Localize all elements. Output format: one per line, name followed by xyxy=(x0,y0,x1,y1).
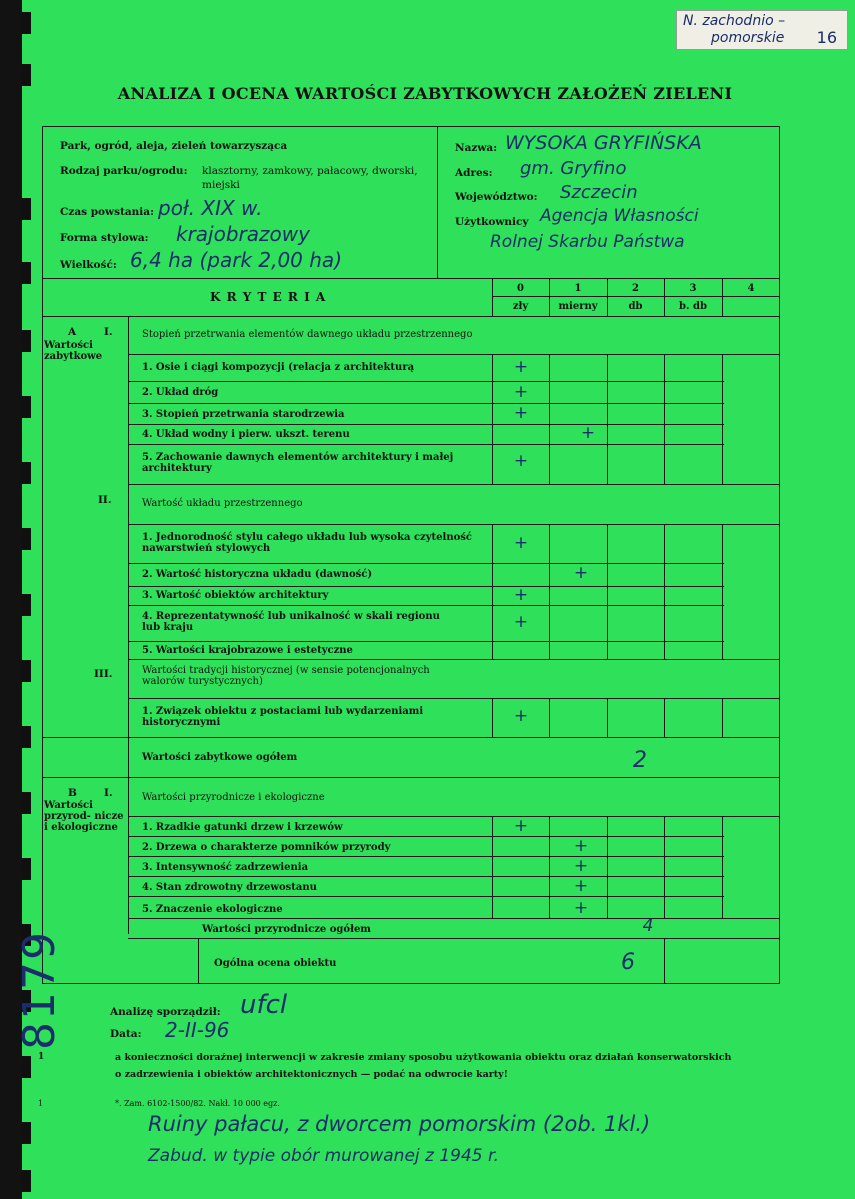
address-label: Adres: xyxy=(455,167,493,179)
binder-hole xyxy=(22,262,31,284)
row-line xyxy=(42,737,780,738)
inventory-stamp: 8179 xyxy=(14,930,65,1050)
binder-hole xyxy=(22,594,31,616)
section-a-name: Wartości zabytkowe xyxy=(44,340,103,362)
header-divider xyxy=(437,126,438,278)
binder-hole xyxy=(22,64,31,86)
mark-b-4: + xyxy=(573,876,589,896)
header-bottom-line xyxy=(42,278,780,279)
mark-2-2: + xyxy=(573,563,589,583)
row-line xyxy=(128,354,780,355)
row-line xyxy=(128,484,780,485)
mark-b-5: + xyxy=(573,898,589,918)
mark-b-3: + xyxy=(573,856,589,876)
total-nature-value: 4 xyxy=(642,916,654,936)
row-line xyxy=(128,605,724,606)
grid-line xyxy=(549,816,550,918)
binder-hole xyxy=(22,330,31,352)
mark-1-3: + xyxy=(513,403,529,423)
handwritten-note-1: Ruiny pałacu, z dworcem pomorskim (2ob. 1kl.) xyxy=(148,1112,651,1136)
row-line xyxy=(128,563,724,564)
mark-3-1: + xyxy=(513,706,529,726)
park-kind-label: Rodzaj parku/ogrodu: xyxy=(60,165,188,177)
binder-hole xyxy=(22,396,31,418)
archive-tag xyxy=(676,10,848,50)
criterion-1-2: 2. Układ dróg xyxy=(142,387,219,398)
tag-number: 16 xyxy=(816,28,837,47)
row-line xyxy=(128,918,780,919)
mark-1-2: + xyxy=(513,382,529,402)
criterion-b-4: 4. Stan zdrowotny drzewostanu xyxy=(142,882,317,893)
criterion-2-2: 2. Wartość historyczna układu (dawność) xyxy=(142,569,373,580)
analysis-author-label: Analizę sporządził: xyxy=(110,1006,221,1018)
criterion-b-2: 2. Drzewa o charakterze pomników przyrody xyxy=(142,842,391,853)
grid-line xyxy=(549,354,550,484)
park-kind-value: klasztorny, zamkowy, pałacowy, dworski, xyxy=(202,165,418,177)
date-value: 2-II-96 xyxy=(165,1018,230,1042)
binder-hole xyxy=(22,660,31,682)
binder-hole xyxy=(22,1056,31,1078)
tag-line-1: N. zachodnio – xyxy=(683,13,786,29)
criterion-2-1: 1. Jednorodność stylu całego układu lub wysoka czytelność nawarstwień stylowych xyxy=(142,532,472,554)
grid-line xyxy=(607,524,608,659)
section-ii-roman: II. xyxy=(98,494,112,506)
mark-1-4: + xyxy=(580,423,596,443)
criterion-2-3: 3. Wartość obiektów architektury xyxy=(142,590,329,601)
col-4-number: 4 xyxy=(747,283,755,294)
col-1-number: 1 xyxy=(574,283,582,294)
analysis-signature: ufcl xyxy=(240,990,288,1020)
col-3-label: b. db xyxy=(679,301,707,312)
binder-hole xyxy=(22,462,31,484)
grid-line xyxy=(664,698,665,737)
row-line xyxy=(128,381,724,382)
row-line xyxy=(128,424,724,425)
section-column-line xyxy=(128,316,129,934)
object-type-label: Park, ogród, aleja, zieleń towarzysząca xyxy=(60,140,288,152)
criterion-heading-2: Wartość układu przestrzennego xyxy=(142,498,303,509)
overall-line xyxy=(198,938,199,984)
grid-line xyxy=(722,354,723,484)
address-value: gm. Gryfino xyxy=(520,158,627,179)
overall-value: 6 xyxy=(621,950,635,975)
handwritten-note-2: Zabud. w typie obór murowanej z 1945 r. xyxy=(148,1146,499,1166)
grid-line xyxy=(549,698,550,737)
row-line xyxy=(128,444,724,445)
row-line xyxy=(128,876,724,877)
section-b-letter: B xyxy=(68,787,77,799)
row-line xyxy=(128,698,780,699)
binder-hole xyxy=(22,1170,31,1192)
note-prefix: 1 xyxy=(38,1052,45,1062)
col-2-label: db xyxy=(628,301,643,312)
criterion-heading-1: Stopień przetrwania elementów dawnego układu przestrzennego xyxy=(142,329,473,340)
row-line xyxy=(128,856,724,857)
overall-label: Ogólna ocena obiektu xyxy=(214,958,337,969)
grid-line xyxy=(722,698,723,737)
tag-line-2: pomorskie xyxy=(711,30,785,46)
section-b-name: Wartości przyrod- nicze i ekologiczne xyxy=(44,800,124,833)
criterion-b-5: 5. Znaczenie ekologiczne xyxy=(142,904,283,915)
row-line xyxy=(128,836,724,837)
grid-line xyxy=(664,354,665,484)
col-0-number: 0 xyxy=(517,283,524,294)
users-label: Użytkownicy xyxy=(455,216,529,228)
criterion-b-3: 3. Intensywność zadrzewienia xyxy=(142,862,309,873)
style-form-value: krajobrazowy xyxy=(176,222,310,246)
grid-line xyxy=(549,524,550,659)
section-b-roman: I. xyxy=(104,787,113,799)
grid-line xyxy=(607,698,608,737)
total-heritage-value: 2 xyxy=(633,748,647,773)
col-header-split xyxy=(492,296,780,297)
users-value-2: Rolnej Skarbu Państwa xyxy=(490,232,685,252)
creation-time-value: poł. XIX w. xyxy=(158,196,263,220)
page-title: ANALIZA I OCENA WARTOŚCI ZABYTKOWYCH ZAŁOŻEŃ ZIELENI xyxy=(117,84,733,103)
grid-line xyxy=(722,816,723,918)
row-line xyxy=(128,816,780,817)
criterion-1-4: 4. Układ wodny i pierw. ukszt. terenu xyxy=(142,429,350,440)
criterion-b-1: 1. Rzadkie gatunki drzew i krzewów xyxy=(142,822,343,833)
binder-hole xyxy=(22,858,31,880)
grid-line xyxy=(664,524,665,659)
binder-hole xyxy=(22,726,31,748)
col-0-label: zły xyxy=(512,301,529,312)
section-a-roman: I. xyxy=(104,326,113,338)
row-line xyxy=(128,641,724,642)
size-value: 6,4 ha (park 2,00 ha) xyxy=(130,248,342,272)
section-a-letter: A xyxy=(68,326,77,338)
mark-2-1: + xyxy=(513,533,529,553)
creation-time-label: Czas powstania: xyxy=(60,206,154,218)
criterion-2-5: 5. Wartości krajobrazowe i estetyczne xyxy=(142,645,353,656)
mark-2-3: + xyxy=(513,585,529,605)
row-line xyxy=(128,403,724,404)
mark-2-4: + xyxy=(513,612,529,632)
binder-hole xyxy=(22,528,31,550)
grid-line xyxy=(607,354,608,484)
row-line xyxy=(42,777,780,778)
binder-hole xyxy=(22,1122,31,1144)
overall-line xyxy=(664,938,665,984)
mark-1-1: + xyxy=(513,357,529,377)
total-heritage-label: Wartości zabytkowe ogółem xyxy=(142,752,298,763)
users-value-1: Agencja Własności xyxy=(540,206,699,226)
section-iii-roman: III. xyxy=(94,668,113,680)
mark-1-5: + xyxy=(513,451,529,471)
col-header-bottom xyxy=(42,316,780,317)
criterion-heading-b: Wartości przyrodnicze i ekologiczne xyxy=(142,792,325,803)
mark-b-2: + xyxy=(573,836,589,856)
criterion-1-1: 1. Osie i ciągi kompozycji (relacja z architekturą xyxy=(142,362,415,373)
note-line-2: o zadrzewienia i obiektów architektonicznych — podać na odwrocie karty! xyxy=(115,1069,508,1080)
binder-hole xyxy=(22,198,31,220)
col-1-label: mierny xyxy=(558,301,598,312)
criterion-heading-3: Wartości tradycji historycznej (w sensie potencjonalnych walorów turystycznych) xyxy=(142,665,430,687)
grid-line xyxy=(664,816,665,918)
criterion-3-1: 1. Związek obiektu z postaciami lub wydarzeniami historycznymi xyxy=(142,706,424,728)
style-form-label: Forma stylowa: xyxy=(60,232,149,244)
note-line-1: a konieczności doraźnej interwencji w zakresie zmiany sposobu użytkowania obiektu oraz działań konserwatorskich xyxy=(115,1052,732,1063)
row-line xyxy=(128,586,724,587)
name-label: Nazwa: xyxy=(455,142,498,154)
park-kind-value-2: miejski xyxy=(202,179,240,191)
criterion-1-3: 3. Stopień przetrwania starodrzewia xyxy=(142,409,345,420)
row-line xyxy=(128,659,780,660)
name-value: WYSOKA GRYFIŃSKA xyxy=(505,132,702,154)
criterion-2-4: 4. Reprezentatywność lub unikalność w skali regionu lub kraju xyxy=(142,611,440,633)
binder-hole xyxy=(22,792,31,814)
total-nature-label: Wartości przyrodnicze ogółem xyxy=(202,924,371,935)
col-3-number: 3 xyxy=(689,283,697,294)
date-label: Data: xyxy=(110,1028,142,1040)
print-info: *. Zam. 6102-1500/82. Nakł. 10 000 egz. xyxy=(115,1099,280,1108)
binder-hole xyxy=(22,12,31,34)
criteria-heading: K R Y T E R I A xyxy=(210,290,327,304)
size-label: Wielkość: xyxy=(60,259,117,271)
row-line xyxy=(128,938,780,939)
grid-line xyxy=(722,524,723,659)
row-line xyxy=(128,524,780,525)
col-2-number: 2 xyxy=(632,283,639,294)
criterion-1-5: 5. Zachowanie dawnych elementów architektury i małej architektury xyxy=(142,452,454,474)
row-line xyxy=(128,896,724,897)
print-prefix: 1 xyxy=(38,1099,44,1108)
mark-b-1: + xyxy=(513,816,529,836)
voivodeship-label: Województwo: xyxy=(455,191,538,203)
voivodeship-value: Szczecin xyxy=(560,182,638,203)
